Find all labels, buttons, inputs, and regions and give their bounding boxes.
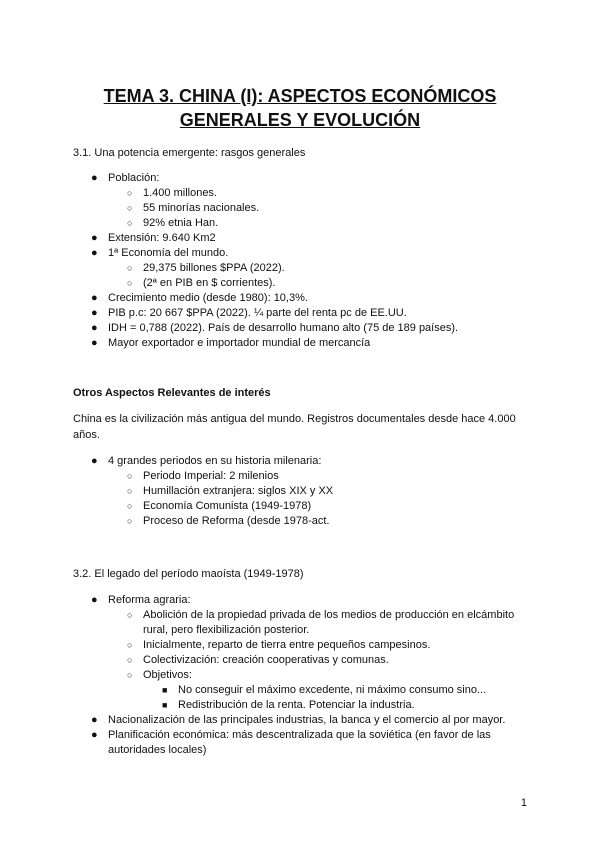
bullet-dot-icon: ● (91, 292, 98, 304)
bullet-dot-icon: ● (91, 172, 98, 184)
otros-list (73, 454, 533, 529)
list-item: ○ Colectivización: creación cooperativas y comunas. (127, 654, 389, 666)
bullet-dot-icon: ● (91, 322, 98, 334)
bullet-circle-icon: ○ (127, 486, 133, 496)
list-item: ● PIB p.c: 20 667 $PPA (2022). ¼ parte del renta pc de EE.UU. (91, 307, 407, 319)
bullet-circle-icon: ○ (127, 188, 133, 198)
list-item: ○ 29,375 billones $PPA (2022). (127, 262, 285, 274)
bullet-circle-icon: ○ (127, 471, 133, 481)
list-item: ■ No conseguir el máximo excedente, ni máximo consumo sino... (162, 684, 487, 696)
bullet-dot-icon: ● (91, 307, 98, 319)
list-item: ■ Redistribución de la renta. Potenciar la industria. (162, 699, 415, 711)
title-line-2: GENERALES Y EVOLUCIÓN (179, 110, 421, 130)
list-item: ○ Periodo Imperial: 2 milenios (127, 470, 279, 482)
bullet-circle-icon: ○ (127, 203, 133, 213)
list-item: ● 4 grandes periodos en su historia milenaria: ○ Periodo Imperial: 2 milenios ○ Humillación extranjera: siglos XIX y XX ○ Economía Comunista (1949-1978) ○ Proceso de Reforma (desde 1978-act. (73, 454, 533, 529)
list-item: ● Planificación económica: más descentralizada que la soviética (en favor de las autoridades locales) (91, 729, 491, 756)
list-item: ● Nacionalización de las principales industrias, la banca y el comercio al por mayor. (91, 714, 506, 726)
list-item: ○ Humillación extranjera: siglos XIX y XX (127, 485, 334, 497)
section-3-1 (73, 146, 458, 351)
bullet-circle-icon: ○ (127, 278, 133, 288)
bullet-circle-icon: ○ (127, 640, 133, 650)
list-item: ○ 55 minorías nacionales. (127, 202, 260, 214)
section-3-2-list (73, 593, 538, 758)
bullet-dot-icon: ● (91, 232, 98, 244)
bullet-circle-icon: ○ (127, 516, 133, 526)
list-item: ○ Economía Comunista (1949-1978) (127, 500, 312, 512)
bullet-dot-icon: ● (91, 337, 98, 349)
title-line-1: TEMA 3. CHINA (I): ASPECTOS ECONÓMICOS (103, 86, 497, 106)
list-item: ● IDH = 0,788 (2022). País de desarrollo humano alto (75 de 189 países). (91, 322, 459, 334)
list-item: ● Crecimiento medio (desde 1980): 10,3%. (91, 292, 308, 304)
bullet-dot-icon: ● (91, 455, 98, 467)
bullet-circle-icon: ○ (127, 610, 133, 620)
bullet-circle-icon: ○ (127, 218, 133, 228)
section-otros (73, 386, 533, 529)
otros-paragraph: China es la civilización más antigua del mundo. Registros documentales desde hace 4.000 años. (73, 413, 516, 441)
otros-heading: Otros Aspectos Relevantes de interés (73, 387, 271, 399)
list-item: ● Reforma agraria: ○ Abolición de la propiedad privada de los medios de producción en elcámbito rural, pero flexibilización posterior. ○ Inicialmente, reparto de tierra entre pequeños campesinos. ○ Colectivización: creación cooperativas y comunas. ○ Objetivos: ■ No conseguir el máximo excedente, ni máximo consumo sino... ■ Redistribución de la renta. Potenciar la industria. (73, 593, 538, 713)
section-3-1-heading: 3.1. Una potencia emergente: rasgos generales (73, 147, 306, 159)
list-item: ● 1ª Economía del mundo. ○ 29,375 billones $PPA (2022). ○ (2ª en PIB en $ corrientes). (73, 246, 458, 291)
bullet-square-icon: ■ (162, 685, 168, 695)
bullet-dot-icon: ● (91, 594, 98, 606)
list-item: ○ 1.400 millones. (127, 187, 217, 199)
bullet-dot-icon: ● (91, 714, 98, 726)
list-item: ○ (2ª en PIB en $ corrientes). (127, 277, 276, 289)
section-3-2 (73, 567, 538, 758)
section-3-2-heading: 3.2. El legado del período maoísta (1949-1978) (73, 568, 304, 580)
page-number: 1 (520, 797, 527, 809)
list-item: ● Población: ○ 1.400 millones. ○ 55 minorías nacionales. ○ 92% etnia Han. (73, 171, 458, 231)
bullet-square-icon: ■ (162, 700, 168, 710)
bullet-circle-icon: ○ (127, 501, 133, 511)
bullet-dot-icon: ● (91, 247, 98, 259)
list-item: ● Extensión: 9.640 Km2 (91, 232, 216, 244)
list-item: ○ Objetivos: ■ No conseguir el máximo excedente, ni máximo consumo sino... ■ Redistribución de la renta. Potenciar la industria. (108, 668, 538, 713)
bullet-circle-icon: ○ (127, 655, 133, 665)
section-3-1-list (73, 171, 458, 351)
list-item: ○ Abolición de la propiedad privada de los medios de producción en elcámbito rural, pero flexibilización posterior. (127, 609, 515, 636)
document-title (0, 84, 600, 132)
list-item: ● Mayor exportador e importador mundial de mercancía (91, 337, 371, 349)
bullet-circle-icon: ○ (127, 670, 133, 680)
bullet-dot-icon: ● (91, 729, 98, 741)
list-item: ○ 92% etnia Han. (127, 217, 219, 229)
bullet-circle-icon: ○ (127, 263, 133, 273)
list-item: ○ Proceso de Reforma (desde 1978-act. (127, 515, 330, 527)
list-item: ○ Inicialmente, reparto de tierra entre pequeños campesinos. (127, 639, 431, 651)
